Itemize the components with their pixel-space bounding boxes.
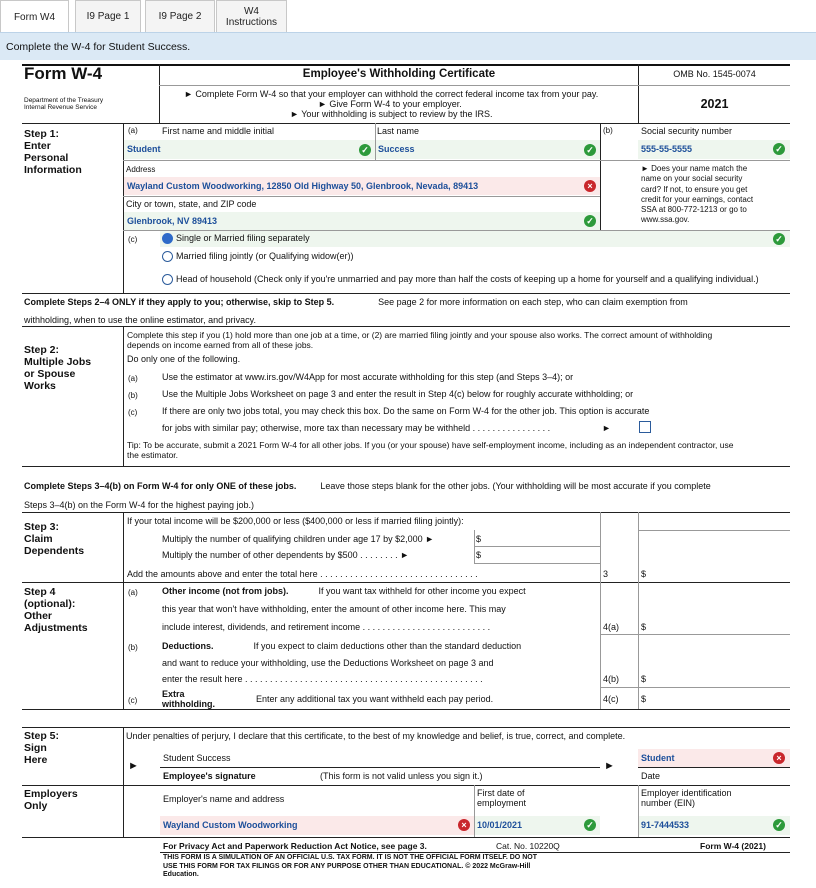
dollar-sign: $ (641, 674, 647, 684)
step3-children: Multiply the number of qualifying children under age 17 by $2,000 ► (162, 534, 435, 544)
step2-b-text: Use the Multiple Jobs Worksheet on page 3 and enter the result in Step 4(c) below for roughly accurate withholding; or (162, 389, 634, 399)
step4-c-text: Enter any additional tax you want withheld each pay period. (256, 694, 494, 704)
arrow-icon: ► (128, 760, 139, 772)
error-icon: × (773, 752, 785, 764)
step2-c-text-2: for jobs with similar pay; otherwise, more tax than necessary may be withheld . . . . . . . . . . . . . . . . (162, 423, 551, 433)
step2-a-marker: (a) (128, 374, 138, 383)
step3-others: Multiply the number of other dependents by $500 . . . . . . . . ► (162, 550, 410, 560)
tab-w4-instructions[interactable]: W4 Instructions (216, 0, 287, 32)
step4-b-line-2: and want to reduce your withholding, use the Deductions Worksheet on page 3 and (162, 658, 494, 668)
check-icon: ✓ (773, 819, 785, 831)
line-3-number: 3 (603, 569, 609, 579)
steps24-note-line2: withholding, when to use the online estimator, and privacy. (24, 315, 256, 325)
signature-label: Employee's signature (163, 771, 256, 781)
dollar-sign: $ (641, 622, 647, 632)
step4-a-line-2: this year that won't have withholding, enter the amount of other income here. This may (162, 604, 506, 614)
radio-head-of-household[interactable] (162, 274, 173, 285)
cat-number: Cat. No. 10220Q (496, 841, 560, 851)
step5-label: Step 5: Sign Here (24, 730, 60, 766)
date-label: Date (641, 771, 661, 781)
step4-label: Step 4 (optional): Other Adjustments (24, 586, 88, 634)
dept-line-2: Internal Revenue Service (24, 104, 97, 111)
arrow-icon: ► (602, 423, 611, 433)
step1-label: Step 1: Enter Personal Information (24, 128, 82, 176)
radio-single[interactable] (162, 233, 173, 244)
check-icon: ✓ (773, 233, 785, 245)
filing-single-label: Single or Married filing separately (176, 233, 310, 243)
step3-total-input[interactable] (639, 564, 790, 581)
steps24-note-line1: Complete Steps 2–4 ONLY if they apply to you; otherwise, skip to Step 5. See page 2 for more information on each step, who can claim exemption from (24, 297, 688, 307)
step4-b-marker: (b) (128, 643, 138, 652)
address-label: Address (126, 165, 156, 174)
step2-a-text: Use the estimator at www.irs.gov/W4App for most accurate withholding for this step (and Steps 3–4); or (162, 372, 574, 382)
form-footer-name: Form W-4 (2021) (700, 841, 766, 851)
step2-only-one: Do only one of the following. (127, 354, 241, 364)
last-name-label: Last name (377, 126, 420, 136)
instruction-3: ► Your withholding is subject to review by the IRS. (290, 109, 493, 119)
step4-a-marker: (a) (128, 588, 138, 597)
form-title: Employee's Withholding Certificate (302, 68, 496, 80)
step4-c-title: Extra withholding. (162, 689, 215, 709)
two-jobs-checkbox[interactable] (639, 421, 651, 433)
check-icon: ✓ (773, 143, 785, 155)
arrow-icon: ► (604, 760, 615, 772)
step2-label: Step 2: Multiple Jobs or Spouse Works (24, 344, 92, 392)
steps34-note-line2: Steps 3–4(b) on the Form W-4 for the highest paying job.) (24, 500, 254, 510)
form-name: Form W-4 (24, 64, 103, 83)
instruction-2: ► Give Form W-4 to your employer. (318, 99, 462, 109)
disclaimer: THIS FORM IS A SIMULATION OF AN OFFICIAL U.S. TAX FORM. IT IS NOT THE OFFICIAL FORM ITSELF. DO NOT USE THIS FORM FOR TAX FILINGS OR FOR ANY PURPOSE OTHER THAN EDUCATIONAL. © 2022 McGraw-Hill Education. (163, 854, 537, 878)
error-icon: × (584, 180, 596, 192)
dollar-sign: $ (476, 550, 482, 560)
instruction-1: ► Complete Form W-4 so that your employer can withhold the correct federal income tax from your pay. (184, 89, 599, 99)
filing-head-label: Head of household (Check only if you're unmarried and pay more than half the costs of keeping up a home for yourself and a qualifying individual.) (176, 274, 759, 284)
step2-tip-1: Tip: To be accurate, submit a 2021 Form W-4 for all other jobs. If you (or your spouse) have self-employment income, including as an independent contractor, use (127, 440, 734, 450)
instruction-banner: Complete the W-4 for Student Success. (0, 32, 816, 60)
tab-bar (0, 0, 816, 32)
line-4a-number: 4(a) (603, 622, 620, 632)
privacy-notice: For Privacy Act and Paperwork Reduction Act Notice, see page 3. (163, 841, 427, 851)
check-icon: ✓ (584, 819, 596, 831)
step4c-input[interactable] (639, 690, 790, 708)
step2-b-marker: (b) (128, 391, 138, 400)
ein-field[interactable]: 91-7444533 (639, 816, 790, 835)
step1-c-marker: (c) (128, 235, 138, 244)
form-year: 2021 (700, 97, 729, 111)
first-date-label: First date of employment (477, 788, 527, 808)
tab-i9-page-1[interactable]: I9 Page 1 (75, 0, 141, 32)
step1-b-marker: (b) (603, 126, 613, 135)
ssn-note: ► Does your name match the name on your social security card? If not, to ensure you get credit for your earnings, contact SSA at 800-772-1213 or go to www.ssa.gov. (641, 164, 754, 225)
employee-signature-field[interactable]: Student Success (163, 753, 231, 763)
step2-c-text-1: If there are only two jobs total, you may check this box. Do the same on Form W-4 for the other job. This option is accurate (162, 406, 650, 416)
dept-line-1: Department of the Treasury (24, 97, 104, 104)
signature-note: (This form is not valid unless you sign it.) (320, 771, 483, 781)
ssn-field[interactable]: 555-55-5555 (638, 140, 790, 159)
line-4b-number: 4(b) (603, 674, 620, 684)
employer-name-field[interactable]: Wayland Custom Woodworking (160, 816, 474, 835)
employer-name-label: Employer's name and address (163, 794, 285, 804)
steps34-note-line1: Complete Steps 3–4(b) on Form W-4 for only ONE of these jobs. Leave those steps blank for the other jobs. (Your withholding will be most accurate if you complete (24, 481, 711, 491)
step1-a-marker: (a) (128, 126, 138, 135)
step4-a-line-1: Other income (not from jobs). If you want tax withheld for other income you expect (162, 586, 526, 596)
step3-label: Step 3: Claim Dependents (24, 521, 85, 557)
step4a-input[interactable] (639, 617, 790, 634)
step3-total: Add the amounts above and enter the total here . . . . . . . . . . . . . . . . . . . . . . . . . . . . . . . . (127, 569, 478, 579)
tab-i9-page-2[interactable]: I9 Page 2 (145, 0, 215, 32)
line-4c-number: 4(c) (603, 694, 619, 704)
ein-label: Employer identification number (EIN) (641, 788, 732, 808)
error-icon: × (458, 819, 470, 831)
step3-intro: If your total income will be $200,000 or less ($400,000 or less if married filing jointly): (127, 516, 464, 526)
step4-b-line-1: Deductions. If you expect to claim deductions other than the standard deduction (162, 641, 522, 651)
address-field[interactable]: Wayland Custom Woodworking, 12850 Old Highway 50, Glenbrook, Nevada, 89413 (124, 177, 600, 195)
ssn-label: Social security number (641, 126, 733, 136)
step4-b-line-3: enter the result here . . . . . . . . . . . . . . . . . . . . . . . . . . . . . . . . . . . . . . . . . . . . . . . . (162, 674, 483, 684)
tab-form-w4[interactable]: Form W4 (0, 0, 69, 33)
check-icon: ✓ (584, 144, 596, 156)
city-field[interactable]: Glenbrook, NV 89413 (124, 212, 600, 230)
step2-tip-2: the estimator. (127, 450, 179, 460)
step4-c-marker: (c) (128, 696, 138, 705)
step2-intro-1: Complete this step if you (1) hold more than one job at a time, or (2) are married filing jointly and your spouse also works. The correct amount of withholding (127, 330, 713, 340)
signature-date-field[interactable]: Student (638, 749, 790, 767)
step4b-input[interactable] (639, 670, 790, 687)
step2-intro-2: depends on income earned from all of these jobs. (127, 340, 314, 350)
perjury-statement: Under penalties of perjury, I declare that this certificate, to the best of my knowledge and belief, is true, correct, and complete. (126, 731, 626, 741)
first-name-label: First name and middle initial (162, 126, 275, 136)
filing-joint-label: Married filing jointly (or Qualifying widow(er)) (176, 251, 354, 261)
first-name-field[interactable]: Student (124, 140, 375, 159)
first-date-field[interactable]: 10/01/2021 (475, 816, 600, 835)
check-icon: ✓ (359, 144, 371, 156)
step2-c-marker: (c) (128, 408, 138, 417)
dollar-sign: $ (476, 534, 482, 544)
radio-married-joint[interactable] (162, 251, 173, 262)
dollar-sign: $ (641, 569, 647, 579)
dollar-sign: $ (641, 694, 647, 704)
step4-a-line-3: include interest, dividends, and retirement income . . . . . . . . . . . . . . . . . . . . . . . . . . (162, 622, 491, 632)
omb-number: OMB No. 1545-0074 (673, 69, 756, 79)
employers-label: Employers Only (24, 788, 78, 812)
last-name-field[interactable]: Success (376, 140, 600, 159)
city-label: City or town, state, and ZIP code (126, 199, 257, 209)
check-icon: ✓ (584, 215, 596, 227)
